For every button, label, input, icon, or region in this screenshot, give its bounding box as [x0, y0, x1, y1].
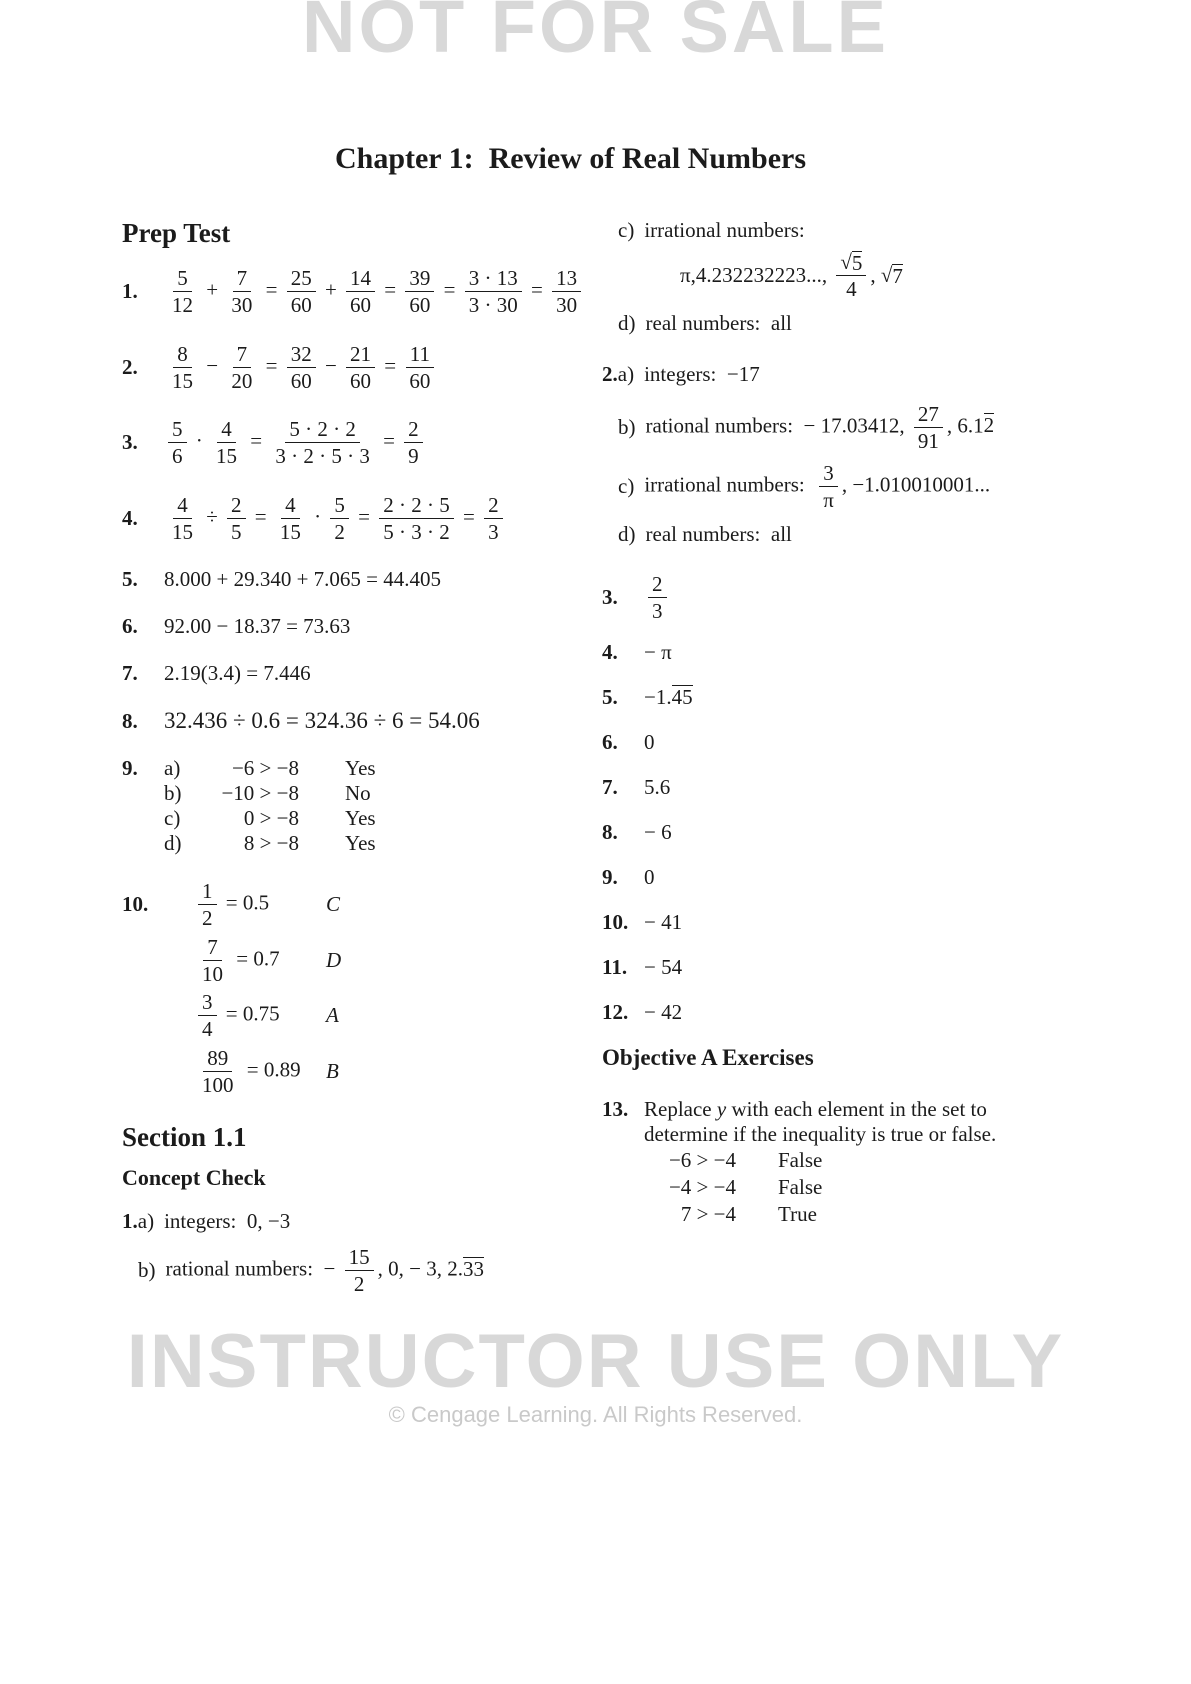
problem-number: 7. — [122, 661, 138, 685]
problem-solution-math: $\frac{4}{15}$ ÷ $\frac{2}{5}$ = $\frac{4}{15}$ · $\frac{5}{2}$ = $\frac{2 \cdot 2 \cdot 5}{5 \cdot 3 \cdot 2}$ = $\frac{2}{3}$ — [164, 492, 602, 546]
answer-9 — [602, 865, 1021, 890]
prep-problem-10 — [122, 878, 602, 1100]
answer-8 — [602, 820, 1021, 845]
item-number: 8. — [602, 820, 618, 844]
match-choice: C — [326, 892, 341, 917]
prep-problem-7 — [122, 661, 602, 686]
concept-check-heading: Concept Check — [122, 1165, 266, 1190]
item-letter: d) — [618, 310, 636, 335]
answer-math: irrational numbers: $\frac{3}{\pi}$ , −1.010010001... — [644, 461, 991, 513]
concept-answer-2d — [602, 522, 1021, 547]
match-row — [164, 934, 602, 988]
answer-text: − 54 — [644, 955, 683, 979]
item-number: 5. — [602, 685, 618, 709]
exercise-13-body — [644, 1097, 1021, 1228]
watermark-instructor-use-only: INSTRUCTOR USE ONLY — [126, 1319, 1065, 1404]
answer-text: − π — [644, 640, 672, 664]
answer-text: 5.6 — [644, 775, 671, 799]
answer-5 — [602, 685, 1021, 710]
problem-9-rows — [164, 756, 602, 856]
answer-math: rational numbers: − 17.03412, $\frac{27}{91}$ , 6.12 — [645, 401, 995, 453]
exercise-13 — [602, 1097, 1021, 1228]
inequality-answer: Yes — [345, 806, 376, 830]
problem-number: 4. — [122, 505, 138, 530]
item-letter: a) — [617, 361, 635, 386]
item-letter: a) — [137, 1209, 155, 1233]
answer-11 — [602, 955, 1021, 980]
prep-test-heading: Prep Test — [122, 218, 231, 248]
concept-answer-2b — [602, 401, 1021, 455]
copyright-notice: © Cengage Learning. All Rights Reserved. — [388, 1402, 803, 1427]
item-letter: b) — [618, 414, 636, 439]
problem-solution-text: 32.436 ÷ 0.6 = 324.36 ÷ 6 = 54.06 — [164, 708, 480, 733]
match-choice: A — [326, 1003, 339, 1028]
inequality-answer: Yes — [345, 831, 376, 855]
irrational-values: π ,4.232232223..., √ 5 4 , √ 7 — [680, 250, 903, 302]
answer-text: real numbers: all — [645, 310, 792, 335]
fraction-equation: $\frac{1}{2}$ = 0.5 — [194, 878, 326, 932]
item-letter: d) — [618, 521, 636, 546]
watermark-not-for-sale: NOT FOR SALE — [302, 0, 889, 68]
problem-number: 1. — [122, 279, 138, 304]
match-row — [164, 989, 602, 1043]
problem-number: 9. — [122, 756, 138, 780]
answer-text: − 41 — [644, 910, 683, 934]
item-number: 10. — [602, 910, 629, 934]
item-letter: b) — [138, 1258, 156, 1283]
item-number: 7. — [602, 775, 618, 799]
page-title: Chapter 1: Review of Real Numbers — [334, 142, 807, 175]
answer-3 — [602, 571, 1021, 625]
answer-math: −1.45 — [644, 685, 693, 709]
section-1-1-heading: Section 1.1 — [122, 1122, 247, 1152]
row-letter: c) — [164, 806, 181, 830]
item-number: 12. — [602, 1000, 629, 1024]
left-column — [122, 218, 602, 1308]
item-number: 4. — [602, 640, 618, 664]
concept-answer-2c — [602, 460, 1021, 514]
inequality-answer: False — [778, 1175, 823, 1199]
item-number: 2. — [602, 361, 618, 386]
concept-answer-1d — [602, 311, 1021, 336]
prep-problem-6 — [122, 614, 602, 639]
problem-solution-math: $\frac{5}{12}$ + $\frac{7}{30}$ = $\frac{25}{60}$ + $\frac{14}{60}$ = $\frac{39}{60}$ = $\frac{3 \cdot 13}{3 \cdot 30}$ = $\frac{13}{30}$ — [164, 265, 602, 319]
item-letter: c) — [618, 474, 635, 499]
row-letter: a) — [164, 756, 181, 780]
problem-number: 6. — [122, 614, 138, 638]
problem-solution-text: 92.00 − 18.37 = 73.63 — [164, 614, 351, 638]
problem-number: 13. — [602, 1097, 629, 1121]
answer-label: irrational numbers: — [644, 218, 805, 242]
concept-answer-1c — [602, 218, 1021, 243]
inequality-answer: True — [778, 1202, 817, 1226]
fraction-equation: $\frac{3}{4}$ = 0.75 — [194, 989, 326, 1043]
inequality-answer: No — [345, 781, 371, 805]
exercise-13-intro-line-2: determine if the inequality is true or false. — [644, 1122, 997, 1146]
inequality-expression: 7 > −4 — [680, 1202, 736, 1226]
inequality-expression: −6 > −8 — [231, 756, 299, 780]
right-column — [602, 218, 1021, 1308]
problem-number: 5. — [122, 567, 138, 591]
item-number: 6. — [602, 730, 618, 754]
problem-number: 2. — [122, 354, 138, 379]
item-number: 11. — [602, 955, 628, 979]
inequality-row — [644, 1147, 1021, 1174]
prep-problem-4 — [122, 492, 602, 546]
answer-4 — [602, 640, 1021, 665]
answer-7 — [602, 775, 1021, 800]
problem-number: 10. — [122, 892, 149, 916]
answer-12 — [602, 1000, 1021, 1025]
problem-solution-math: $\frac{8}{15}$ − $\frac{7}{20}$ = $\frac{32}{60}$ − $\frac{21}{60}$ = $\frac{11}{60}$ — [164, 341, 602, 395]
inequality-row — [164, 806, 602, 831]
item-number: 1. — [122, 1209, 138, 1233]
inequality-expression: 0 > −8 — [243, 806, 299, 830]
match-choice: B — [326, 1058, 339, 1083]
prep-problem-8 — [122, 708, 602, 734]
answer-text: − 42 — [644, 1000, 683, 1024]
item-letter: c) — [618, 218, 635, 242]
match-row — [164, 1045, 602, 1099]
answer-text: integers: −17 — [644, 361, 760, 386]
content-columns — [0, 176, 1191, 1308]
prep-problem-1 — [122, 265, 602, 319]
problem-number: 3. — [122, 430, 138, 455]
inequality-row — [644, 1174, 1021, 1201]
inequality-row — [164, 831, 602, 856]
inequality-expression: −4 > −4 — [668, 1175, 736, 1199]
concept-answer-1a — [122, 1209, 602, 1234]
answer-text: integers: 0, −3 — [164, 1209, 291, 1233]
row-letter: b) — [164, 781, 182, 805]
inequality-row — [644, 1201, 1021, 1228]
objective-a-exercises-heading: Objective A Exercises — [602, 1045, 814, 1070]
inequality-expression: 8 > −8 — [243, 831, 299, 855]
problem-solution-text: 2.19(3.4) = 7.446 — [164, 661, 311, 685]
answer-text: 0 — [644, 730, 655, 754]
exercise-13-intro-line-1: Replace y with each element in the set to — [644, 1097, 987, 1121]
prep-problem-3 — [122, 416, 602, 470]
fraction-equation: $\frac{89}{100}$ = 0.89 — [202, 1045, 301, 1097]
inequality-row — [164, 781, 602, 806]
answer-text: 0 — [644, 865, 655, 889]
inequality-expression: −10 > −8 — [221, 781, 299, 805]
problem-number: 8. — [122, 708, 138, 733]
problem-solution-text: 8.000 + 29.340 + 7.065 = 44.405 — [164, 567, 442, 591]
inequality-answer: False — [778, 1148, 823, 1172]
concept-answer-1b — [122, 1244, 602, 1298]
fraction-equation: $\frac{7}{10}$ = 0.7 — [202, 934, 280, 986]
prep-problem-9 — [122, 756, 602, 856]
answer-text: − 6 — [644, 820, 672, 844]
match-row — [164, 878, 602, 932]
inequality-row — [164, 756, 602, 781]
concept-answer-2a — [602, 362, 1021, 387]
answer-10 — [602, 910, 1021, 935]
problem-10-rows — [164, 878, 602, 1100]
row-letter: d) — [164, 831, 182, 855]
inequality-expression: −6 > −4 — [668, 1148, 736, 1172]
inequality-answer: Yes — [345, 756, 376, 780]
match-choice: D — [326, 947, 342, 972]
answer-6 — [602, 730, 1021, 755]
item-number: 3. — [602, 584, 618, 609]
prep-problem-5 — [122, 567, 602, 592]
answer-math: $\frac{2}{3}$ — [644, 571, 1021, 625]
prep-problem-2 — [122, 341, 602, 395]
answer-math: rational numbers: − $\frac{15}{2}$ , 0, − 3, 2.33 — [165, 1245, 484, 1297]
item-number: 9. — [602, 865, 618, 889]
problem-solution-math: $\frac{5}{6}$ · $\frac{4}{15}$ = $\frac{5 \cdot 2 \cdot 2}{3 \cdot 2 \cdot 5 \cdot 3}$ = $\frac{2}{9}$ — [164, 416, 602, 470]
answer-text: real numbers: all — [645, 521, 792, 546]
